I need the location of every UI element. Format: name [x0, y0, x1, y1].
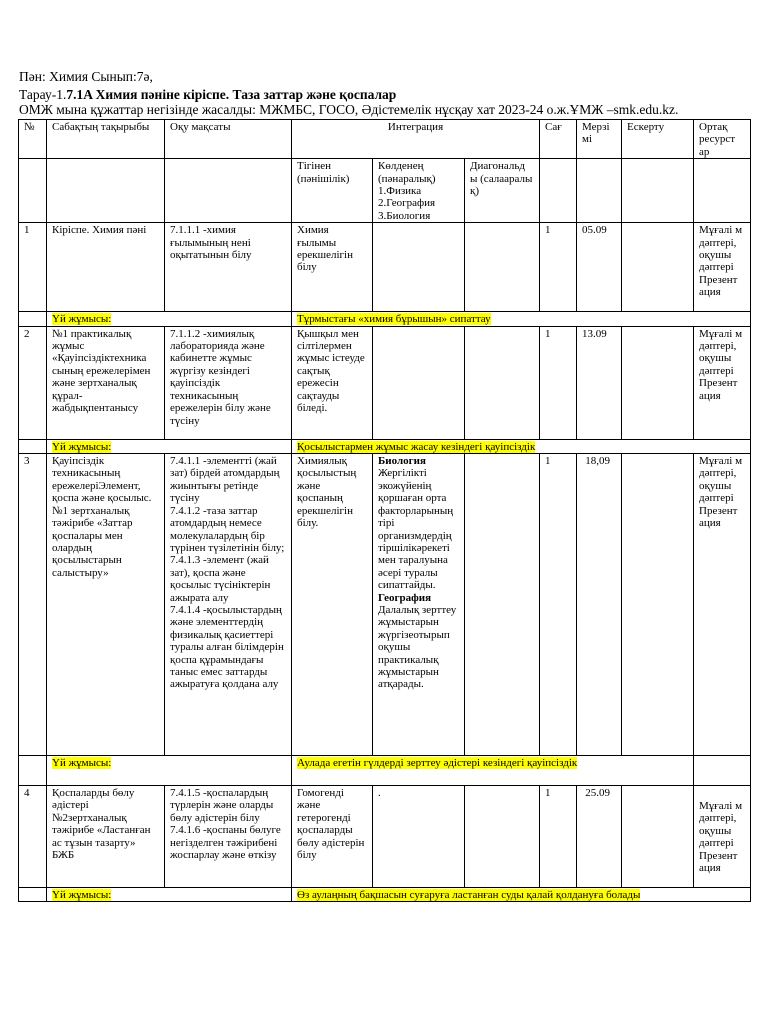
homework-label: Үй жұмысы: — [52, 757, 112, 770]
table-row: 1 Кіріспе. Химия пәні 7.1.1.1 -химия ғылымының нені оқытатынын білу Химия ғылымы ерекшелігін білу 1 05.09 Мұғалі м дәптері, оқушы дәптері Презент ация — [19, 223, 751, 312]
col-header-hours: Сағ — [540, 120, 577, 159]
resources-cell: Мұғалі м дәптері, оқушы дәптері Презент ация — [694, 454, 751, 756]
homework-row — [19, 439, 751, 453]
homework-label: Үй жұмысы: — [52, 889, 112, 902]
table-row: 2 №1 практикалық жұмыс «Қауіпсіздіктехника сының ережелерімен және зертханалық құрал-жабдықпентанысу 7.1.1.2 -химиялық лабораторияда және кабинетте жұмыс жүргізу кезіндегі қауіпсіздік техникасының ережелерін білу және түсіну Қышқыл мен сілтілермен жұмыс істеуде сақтық ережесін сақтауды біледі. 1 13.09 Мұғалі м дәптері, оқушы дәптері Презент ация — [19, 326, 751, 439]
homework-label: Үй жұмысы: — [52, 440, 112, 453]
col-header-diagonal: Диагональд ы (салааралы қ) — [465, 159, 540, 223]
section-title: 7.1A Химия пәніне кіріспе. Таза заттар және қоспалар — [66, 87, 397, 102]
lesson-plan-table — [18, 119, 751, 902]
col-header-integration: Интеграция — [292, 120, 540, 159]
col-header-goal: Оқу мақсаты — [165, 120, 292, 159]
section-line — [19, 87, 396, 103]
table-subheader-row — [19, 159, 751, 223]
col-header-num: № — [19, 120, 47, 159]
col-header-date: Мерзі мі — [577, 120, 622, 159]
homework-text: Тұрмыстағы «химия бұрышын» сипаттау — [297, 313, 491, 326]
col-header-note: Ескерту — [622, 120, 694, 159]
table-header-row — [19, 120, 751, 159]
homework-label: Үй жұмысы: — [52, 313, 112, 326]
resources-cell: Мұғалі м дәптері, оқушы дәптері Презент ация — [694, 223, 751, 312]
resources-cell: Мұғалі м дәптері, оқушы дәптері Презент ация — [694, 326, 751, 439]
subject-line: Пән: Химия Сынып:7ә, — [19, 69, 153, 84]
table-row: 3 Қауіпсіздік техникасының ережелеріЭлемент, қоспа және қосылыс. №1 зертханалық тәжірибе «Заттар қоспалары мен олардың қосылыстарын салыстыру» 7.4.1.1 -элементті (жай зат) бірдей атомдардың жиынтығы ретінде түсіну 7.4.1.2 -таза заттар атомдардың немесе молекулалардың бір түрінен түзілетінін білу; 7.4.1.3 -элемент (жай зат), қоспа және қосылыс түсініктерін ажырата алу 7.4.1.4 -қосылыстардың және элементтердің физикалық қасиеттері туралы алған білімдерін қоспа құрамындағы таныс емес заттарды ажыратуға қолдана алу Химиялық қосылыстың және қоспаның ерекшелігін білу. Биология Жергілікті экожүйенің қоршаған орта факторларының тірі организмдердің тіршілікәрекеті мен таралуына әсері туралы сипаттайды. География Далалық зерттеу жұмыстарын жүргізеотырып оқушы практикалық жұмыстарын атқарады. 1 18,09 Мұғалі м дәптері, оқушы дәптері Презент ация — [19, 454, 751, 756]
homework-text: Аулада егетін гүлдерді зерттеу әдістері кезіндегі қауіпсіздік — [297, 757, 578, 770]
col-header-horizontal: Көлденең (пәнаралық) 1.Физика 2.География 3.Биология — [373, 159, 465, 223]
col-header-resources: Ортақ ресурст ар — [694, 120, 751, 159]
homework-row — [19, 888, 751, 902]
section-prefix: Тарау-1. — [19, 87, 67, 102]
resources-cell: Мұғалі м дәптері, оқушы дәптері Презент ация — [694, 786, 751, 888]
homework-text: Өз аулаңның бақшасын суғаруға ластанған суды қалай қолдануға болады — [297, 889, 641, 902]
table-row: 4 Қоспаларды бөлу әдістері №2зертханалық тәжірибе «Ластанған ас тұзын тазарту» БЖБ 7.4.1.5 -қоспалардың түрлерін және оларды бөлу әдістерін білу 7.4.1.6 -қоспаны бөлуге негізделген тәжірибені жоспарлау және өткізу Гомогенді және гетерогенді қоспаларды бөлу әдістерін білу . 1 25.09 Мұғалі м дәптері, оқушы дәптері Презент ация — [19, 786, 751, 888]
homework-row — [19, 756, 751, 786]
homework-row — [19, 312, 751, 326]
source-line: ОМЖ мына құжаттар негізінде жасалды: МЖМБС, ГОСО, Әдістемелік нұсқау хат 2023-24 о.ж.ҰМЖ –smk.edu.kz. — [19, 102, 679, 117]
homework-text: Қосылыстармен жұмыс жасау кезіндегі қауіпсіздік — [297, 440, 536, 453]
col-header-topic: Сабақтың тақырыбы — [47, 120, 165, 159]
col-header-vertical: Тігінен (пәнішілік) — [292, 159, 373, 223]
